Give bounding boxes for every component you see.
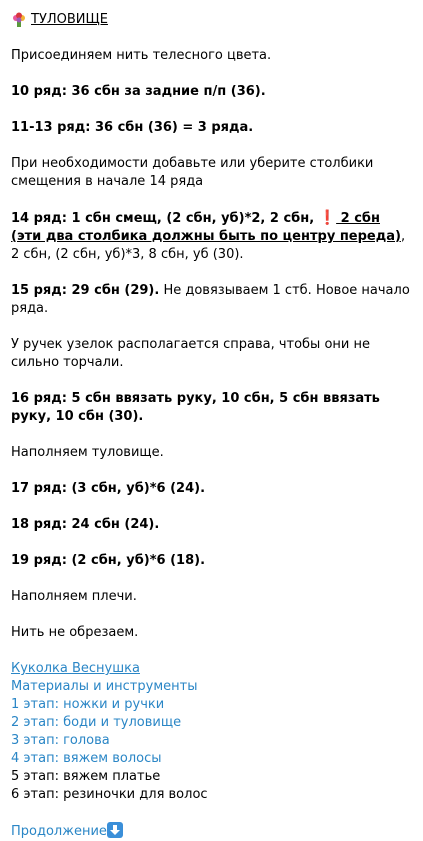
navigation-links [11,660,413,804]
row-11-13: 11-13 ряд: 36 сбн (36) = 3 ряда. [11,120,254,135]
row-14-part3: , 2 сбн, (2 сбн, уб)*3, 8 сбн, уб (30). [11,229,406,262]
exclamation-icon: ❗ [318,210,337,226]
section-header [11,11,413,29]
flower-bouquet-icon [11,12,27,28]
row-10: 10 ряд: 36 сбн за задние п/п (36). [11,84,266,99]
row-14 [11,209,413,264]
link-stage-1[interactable]: 1 этап: ножки и ручки [11,697,165,712]
continue-link[interactable]: Продолжение [11,824,107,839]
row-15 [11,282,413,318]
row-15-rest: Не довязываем 1 стб. Новое начало ряда. [11,283,410,316]
stage-5-label: 5 этап: вяжем платье [11,769,161,784]
paragraph-fill-shoulders: Наполняем плечи. [11,589,137,604]
paragraph-keep-thread: Нить не обрезаем. [11,625,139,640]
link-stage-2[interactable]: 2 этап: боди и туловище [11,715,182,730]
row-14-part2: 2 сбн (эти два столбика должны быть по центру переда) [11,211,401,244]
paragraph-shift-note: При необходимости добавьте или уберите столбики смещения в начале 14 ряда [11,156,374,189]
row-19: 19 ряд: (2 сбн, уб)*6 (18). [11,553,206,568]
link-materials[interactable]: Материалы и инструменты [11,679,198,694]
row-16: 16 ряд: 5 сбн ввязать руку, 10 сбн, 5 сбн ввязать руку, 10 сбн (30). [11,391,380,424]
link-stage-3[interactable]: 3 этап: голова [11,733,110,748]
continue-row [11,822,413,841]
arrow-down-icon[interactable] [107,822,123,838]
link-stage-4[interactable]: 4 этап: вяжем волосы [11,751,162,766]
article-body [11,11,413,841]
paragraph-arms-note: У ручек узелок располагается справа, чтобы они не сильно торчали. [11,337,370,370]
link-kukolka-vesnushka[interactable]: Куколка Веснушка [11,661,140,676]
row-17: 17 ряд: (3 сбн, уб)*6 (24). [11,481,206,496]
row-15-bold: 15 ряд: 29 сбн (29). [11,283,160,298]
row-14-part1: 14 ряд: 1 сбн смещ, (2 сбн, уб)*2, 2 сбн, [11,211,319,226]
row-18: 18 ряд: 24 сбн (24). [11,517,160,532]
paragraph-fill-body: Наполняем туловище. [11,445,164,460]
paragraph-thread-color: Присоединяем нить телесного цвета. [11,48,272,63]
section-title: ТУЛОВИЩЕ [31,12,108,27]
stage-6-label: 6 этап: резиночки для волос [11,787,208,802]
